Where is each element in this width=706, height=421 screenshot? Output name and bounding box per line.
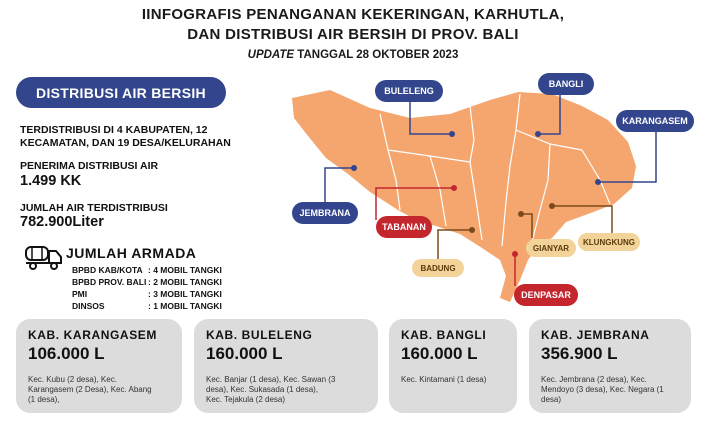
label-buleleng: BULELENG — [375, 80, 443, 102]
card-buleleng — [194, 319, 378, 413]
label-klungkung: KLUNGKUNG — [578, 233, 640, 251]
card-desc — [206, 375, 335, 405]
bali-island-shape — [292, 90, 636, 302]
tank-truck-icon — [24, 243, 64, 271]
card-desc — [541, 375, 664, 405]
card-name: KAB. KARANGASEM — [28, 328, 157, 342]
armada-title: JUMLAH ARMADA — [66, 245, 197, 261]
recipients-value: 1.499 KK — [20, 173, 82, 189]
title-line-2: DAN DISTRIBUSI AIR BERSIH DI PROV. BALI — [187, 26, 519, 43]
update-text: TANGGAL 28 OKTOBER 2023 — [294, 49, 459, 61]
card-desc-line: Kec. Kubu (2 desa), Kec. — [28, 375, 117, 384]
armada-org-2: PMI — [72, 289, 88, 299]
recipients-label: PENERIMA DISTRIBUSI AIR — [20, 160, 159, 172]
card-desc-line: desa), Kec. Sukasada (1 desa), — [206, 385, 319, 394]
armada-org-3: DINSOS — [72, 301, 105, 311]
water-label: JUMLAH AIR TERDISTRIBUSI — [20, 202, 168, 214]
card-value: 106.000 L — [28, 344, 105, 363]
label-gianyar: GIANYAR — [526, 239, 576, 257]
card-value: 160.000 L — [206, 344, 283, 363]
armada-org-0: BPBD KAB/KOTA — [72, 265, 143, 275]
water-value: 782.900Liter — [20, 214, 104, 230]
armada-val-3: : 1 MOBIL TANGKI — [148, 301, 222, 311]
card-karangasem — [16, 319, 182, 413]
card-desc — [28, 375, 152, 405]
card-desc-line: Karangasem (2 Desa), Kec. Abang — [28, 385, 152, 394]
card-desc-line: Kec. Tejakula (2 desa) — [206, 395, 286, 404]
card-desc-line: desa) — [541, 395, 562, 404]
card-value: 160.000 L — [401, 344, 478, 363]
bali-map — [270, 70, 700, 310]
card-desc — [401, 375, 486, 385]
card-desc-line: Kec. Kintamani (1 desa) — [401, 375, 487, 384]
card-bangli — [389, 319, 517, 413]
card-name: KAB. JEMBRANA — [541, 328, 650, 342]
card-jembrana — [529, 319, 691, 413]
armada-org-1: BPBD PROV. BALI — [72, 277, 147, 287]
armada-val-2: : 3 MOBIL TANGKI — [148, 289, 222, 299]
armada-val-0: : 4 MOBIL TANGKI — [148, 265, 222, 275]
update-prefix: UPDATE — [247, 49, 295, 61]
summary-line-2: KECAMATAN, DAN 19 DESA/KELURAHAN — [20, 137, 231, 149]
card-desc-line: Mendoyo (3 desa), Kec. Negara (1 — [541, 385, 664, 394]
label-tabanan: TABANAN — [376, 216, 432, 238]
card-desc-line: (1 desa), — [28, 395, 60, 404]
card-value: 356.900 L — [541, 344, 618, 363]
card-name: KAB. BANGLI — [401, 328, 487, 342]
card-desc-line: Kec. Jembrana (2 desa), Kec. — [541, 375, 647, 384]
label-badung: BADUNG — [412, 259, 464, 277]
title-line-1: IINFOGRAFIS PENANGANAN KEKERINGAN, KARHUTLA, — [141, 6, 565, 23]
label-bangli: BANGLI — [538, 73, 594, 95]
section-title-pill: DISTRIBUSI AIR BERSIH — [16, 77, 226, 108]
update-date — [0, 49, 706, 61]
label-denpasar: DENPASAR — [514, 284, 578, 306]
summary-line-1: TERDISTRIBUSI DI 4 KABUPATEN, 12 — [20, 124, 208, 136]
label-jembrana: JEMBRANA — [292, 202, 358, 224]
card-desc-line: Kec. Banjar (1 desa), Kec. Sawan (3 — [206, 375, 336, 384]
label-karangasem: KARANGASEM — [616, 110, 694, 132]
armada-val-1: : 2 MOBIL TANGKI — [148, 277, 222, 287]
card-name: KAB. BULELENG — [206, 328, 313, 342]
